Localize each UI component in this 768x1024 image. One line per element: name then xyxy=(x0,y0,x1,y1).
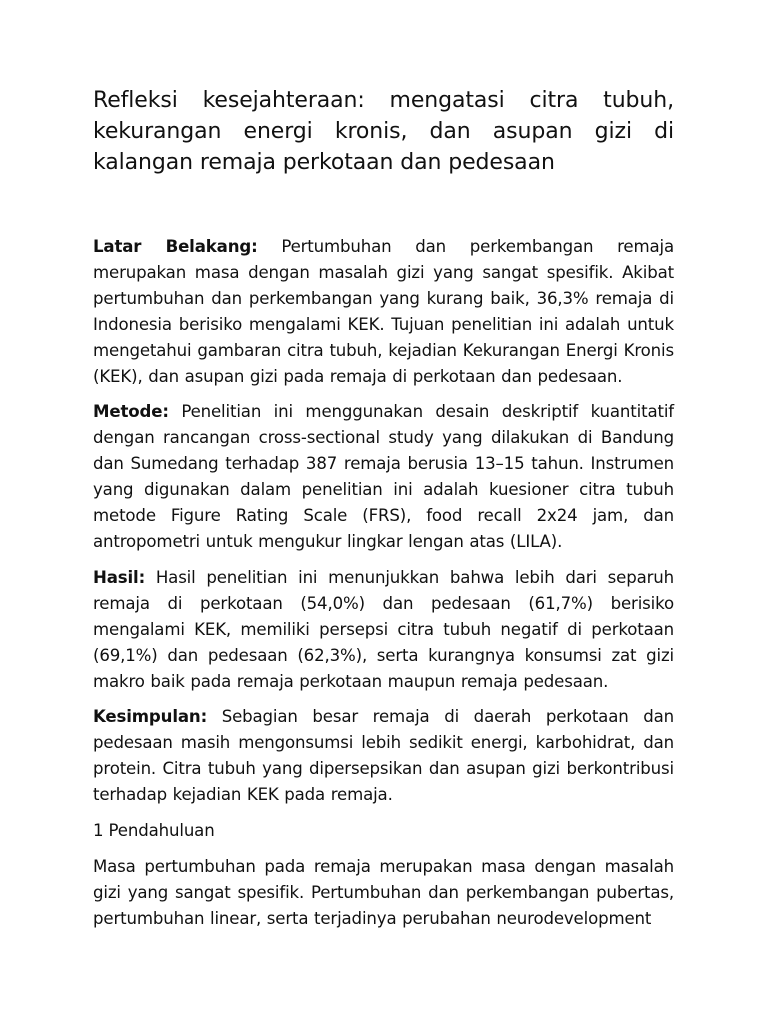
section-text-results: Hasil penelitian ini menunjukkan bahwa lebih dari separuh remaja di perkotaan (54,0%) dan pedesaan (61,7%) berisiko mengalami KEK, memiliki persepsi citra tubuh negatif di perkotaan (69,1%) dan pedesaan (62,3%), serta kurangnya konsumsi zat gizi makro baik pada remaja perkotaan maupun remaja pedesaan. xyxy=(93,567,675,691)
section-text-background: Pertumbuhan dan perkembangan remaja merupakan masa dengan masalah gizi yang sangat spesifik. Akibat pertumbuhan dan perkembangan yang kurang baik, 36,3% remaja di Indonesia berisiko mengalami KEK. Tujuan penelitian ini adalah untuk mengetahui gambaran citra tubuh, kejadian Kekurangan Energi Kronis (KEK), dan asupan gizi pada remaja di perkotaan dan pedesaan. xyxy=(93,237,674,386)
document-page xyxy=(93,85,674,942)
intro-paragraph: Masa pertumbuhan pada remaja merupakan masa dengan masalah gizi yang sangat spesifik. Pertumbuhan dan perkembangan pubertas, pertumbuhan linear, serta terjadinya perubahan neurodevelopment xyxy=(93,856,674,928)
abstract-background xyxy=(93,234,674,389)
abstract-methods xyxy=(93,399,674,554)
section-label-methods: Metode: xyxy=(93,402,169,422)
document-title: Refleksi kesejahteraan: mengatasi citra tubuh, kekurangan energi kronis, dan asupan gizi di kalangan remaja perkotaan dan pedesaan xyxy=(93,88,674,175)
section-text-methods: Penelitian ini menggunakan desain deskriptif kuantitatif dengan rancangan cross-sectional study yang dilakukan di Bandung dan Sumedang terhadap 387 remaja berusia 13–15 tahun. Instrumen yang digunakan dalam penelitian ini adalah kuesioner citra tubuh metode Figure Rating Scale (FRS), food recall 2x24 jam, dan antropometri untuk mengukur lingkar lengan atas (LILA). xyxy=(93,402,674,551)
abstract-conclusion xyxy=(93,704,674,808)
section-text-conclusion: Sebagian besar remaja di daerah perkotaan dan pedesaan masih mengonsumsi lebih sedikit energi, karbohidrat, dan protein. Citra tubuh yang dipersepsikan dan asupan gizi berkontribusi terhadap kejadian KEK pada remaja. xyxy=(93,707,674,805)
section-label-conclusion: Kesimpulan: xyxy=(93,707,208,727)
section-label-background: Latar Belakang: xyxy=(93,237,258,256)
abstract-results xyxy=(93,565,674,695)
abstract xyxy=(93,234,674,808)
intro-heading: 1 Pendahuluan xyxy=(93,821,215,841)
section-label-results: Hasil: xyxy=(93,567,146,587)
